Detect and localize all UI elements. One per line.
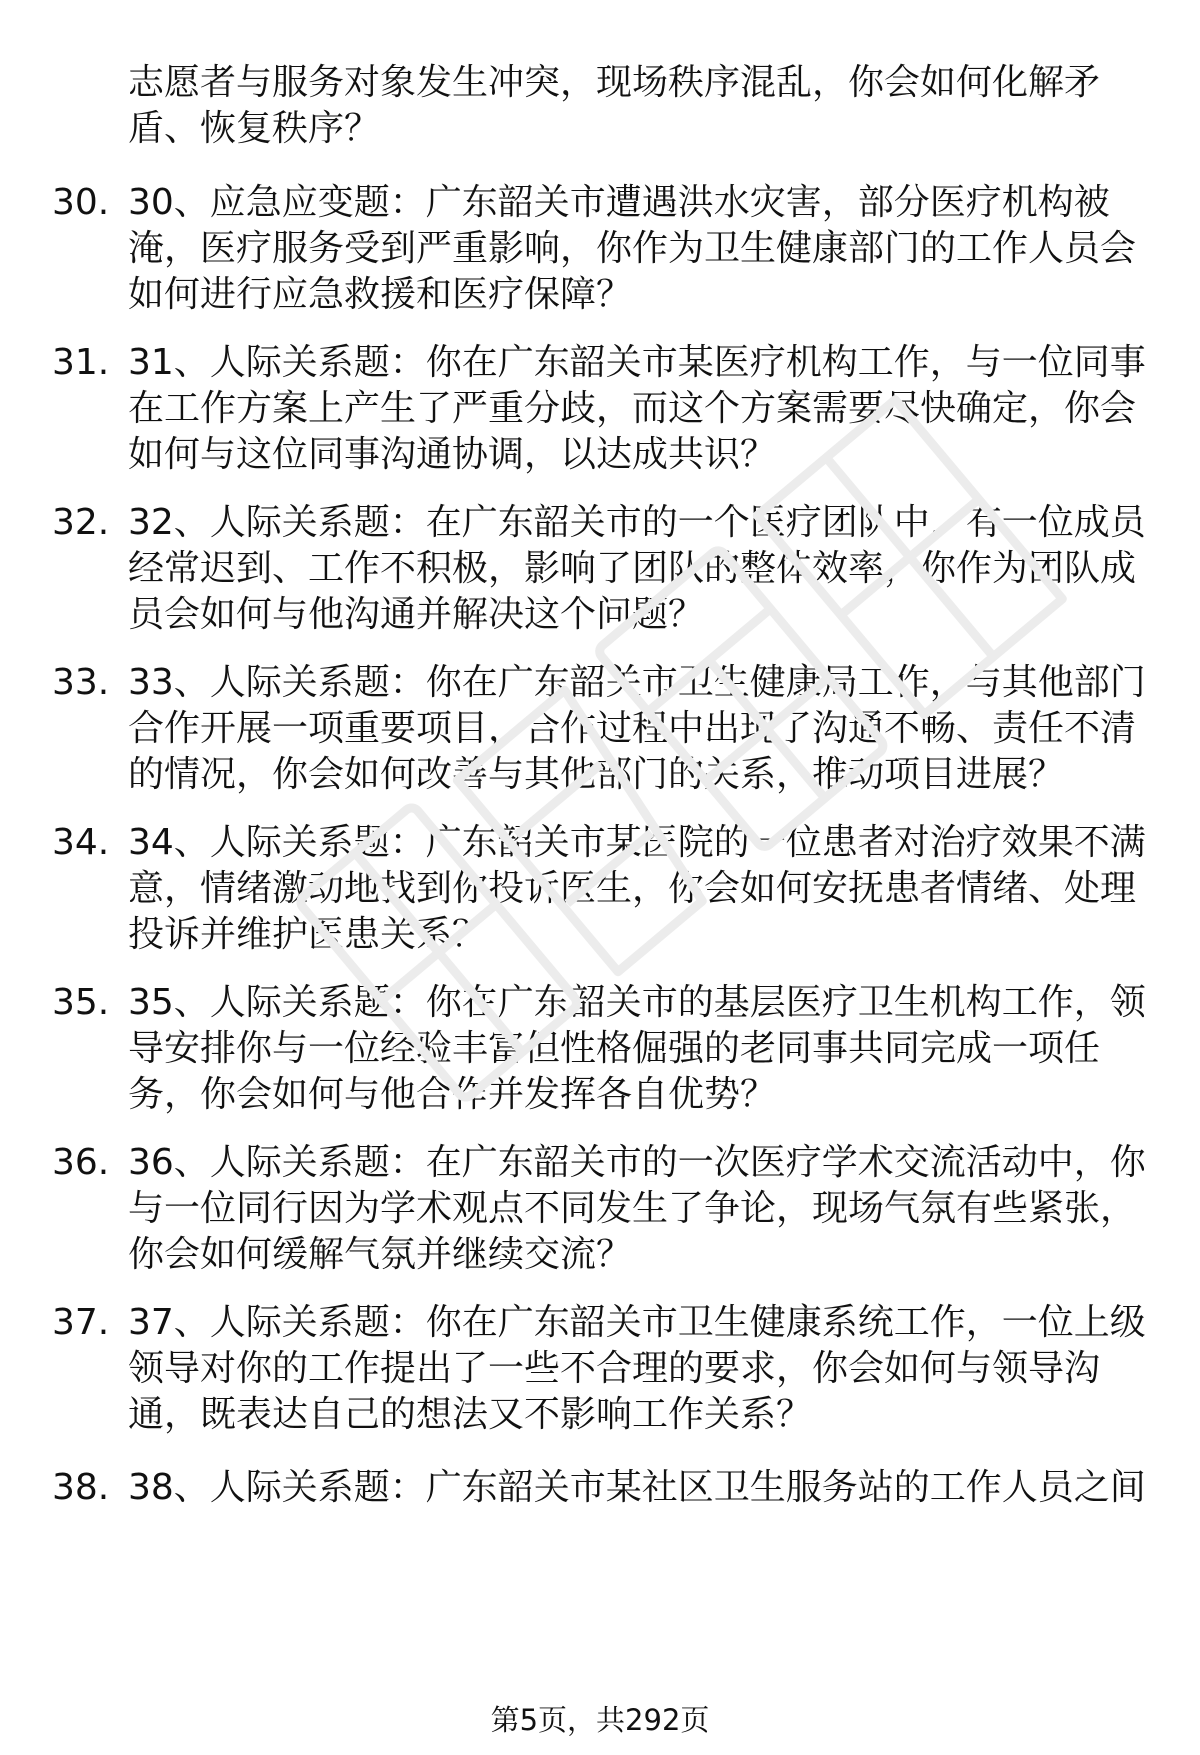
question-number: 32.: [52, 502, 110, 543]
question-number: 33.: [52, 662, 110, 703]
question-number: 30.: [52, 182, 110, 223]
question-text: 32、人际关系题：在广东韶关市的一个医疗团队中，有一位成员经常迟到、工作不积极，影响了团队的整体效率，你作为团队成员会如何与他沟通并解决这个问题？: [128, 502, 1146, 635]
page-footer: 第5页，共292页: [490, 1703, 710, 1737]
question-continuation: 志愿者与服务对象发生冲突，现场秩序混乱，你会如何化解矛盾、恢复秩序？: [128, 62, 1101, 149]
question-text: 30、应急应变题：广东韶关市遭遇洪水灾害，部分医疗机构被淹，医疗服务受到严重影响，你作为卫生健康部门的工作人员会如何进行应急救援和医疗保障？: [128, 182, 1137, 315]
question-number: 35.: [52, 982, 110, 1023]
question-text: 31、人际关系题：你在广东韶关市某医疗机构工作，与一位同事在工作方案上产生了严重分歧，而这个方案需要尽快确定，你会如何与这位同事沟通协调，以达成共识？: [128, 342, 1146, 475]
question-number: 34.: [52, 822, 110, 863]
question-number: 38.: [52, 1467, 110, 1508]
question-text: 34、人际关系题：广东韶关市某医院的一位患者对治疗效果不满意，情绪激动地找到你投诉医生，你会如何安抚患者情绪、处理投诉并维护医患关系？: [128, 822, 1146, 955]
question-text: 35、人际关系题：你在广东韶关市的基层医疗卫生机构工作，领导安排你与一位经验丰富但性格倔强的老同事共同完成一项任务，你会如何与他合作并发挥各自优势？: [128, 982, 1146, 1115]
question-number: 31.: [52, 342, 110, 383]
question-text: 36、人际关系题：在广东韶关市的一次医疗学术交流活动中，你与一位同行因为学术观点不同发生了争论，现场气氛有些紧张，你会如何缓解气氛并继续交流？: [128, 1142, 1146, 1275]
question-number: 36.: [52, 1142, 110, 1183]
question-text: 37、人际关系题：你在广东韶关市卫生健康系统工作，一位上级领导对你的工作提出了一些不合理的要求，你会如何与领导沟通，既表达自己的想法又不影响工作关系？: [128, 1302, 1146, 1435]
question-text: 38、人际关系题：广东韶关市某社区卫生服务站的工作人员之间: [128, 1467, 1146, 1508]
question-number: 37.: [52, 1302, 110, 1343]
question-text: 33、人际关系题：你在广东韶关市卫生健康局工作，与其他部门合作开展一项重要项目，合作过程中出现了沟通不畅、责任不清的情况，你会如何改善与其他部门的关系，推动项目进展？: [128, 662, 1146, 795]
